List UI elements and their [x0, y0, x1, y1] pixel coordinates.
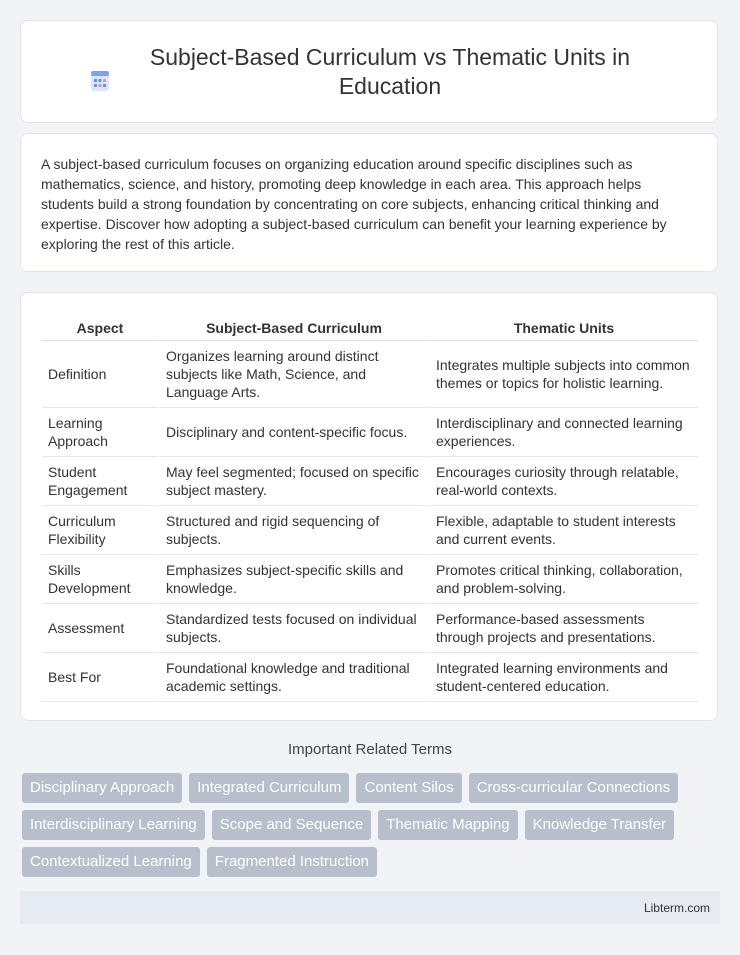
table-row [42, 408, 698, 457]
related-terms-list [22, 773, 722, 877]
table-row [42, 457, 698, 506]
table-row [42, 341, 698, 408]
related-term-tag[interactable]: Interdisciplinary Learning [22, 810, 205, 840]
aspect-cell: Assessment [42, 604, 158, 653]
intro-paragraph: A subject-based curriculum focuses on organizing education around specific disciplines such as mathematics, science, and history, promoting deep knowledge in each area. This approach helps students build a strong foundation by concentrating on core subjects, enhancing critical thinking and expertise. Discover how adopting a subject-based curriculum can benefit your learning experience by exploring the rest of this article. [41, 156, 667, 252]
footer [20, 891, 720, 924]
aspect-cell: Best For [42, 653, 158, 702]
footer-site-link[interactable]: Libterm.com [643, 900, 710, 915]
related-term-tag[interactable]: Contextualized Learning [22, 847, 200, 877]
thematic-cell: Interdisciplinary and connected learning experiences. [428, 408, 698, 457]
thematic-cell: Integrates multiple subjects into common themes or topics for holistic learning. [428, 341, 698, 408]
related-term-tag[interactable]: Content Silos [356, 773, 461, 803]
column-header-aspect: Aspect [42, 313, 158, 341]
header-card [20, 20, 718, 123]
aspect-cell: Student Engagement [42, 457, 158, 506]
intro-card [20, 133, 718, 272]
table-row [42, 555, 698, 604]
subject-based-cell: Foundational knowledge and traditional academic settings. [158, 653, 428, 702]
table-row [42, 604, 698, 653]
subject-based-cell: Disciplinary and content-specific focus. [158, 408, 428, 457]
related-term-tag[interactable]: Integrated Curriculum [189, 773, 349, 803]
subject-based-cell: May feel segmented; focused on specific subject mastery. [158, 457, 428, 506]
table-header-row [42, 313, 698, 341]
related-term-tag[interactable]: Scope and Sequence [212, 810, 371, 840]
thematic-cell: Integrated learning environments and student-centered education. [428, 653, 698, 702]
related-term-tag[interactable]: Fragmented Instruction [207, 847, 377, 877]
related-terms-heading: Important Related Terms [288, 741, 452, 758]
related-term-tag[interactable]: Thematic Mapping [378, 810, 517, 840]
aspect-cell: Curriculum Flexibility [42, 506, 158, 555]
table-row [42, 506, 698, 555]
subject-based-cell: Standardized tests focused on individual subjects. [158, 604, 428, 653]
subject-based-cell: Structured and rigid sequencing of subjects. [158, 506, 428, 555]
thematic-cell: Performance-based assessments through projects and presentations. [428, 604, 698, 653]
thematic-cell: Promotes critical thinking, collaboration, and problem-solving. [428, 555, 698, 604]
comparison-table-card [20, 292, 718, 721]
related-term-tag[interactable]: Cross-curricular Connections [469, 773, 678, 803]
aspect-cell: Learning Approach [42, 408, 158, 457]
column-header-thematic: Thematic Units [428, 313, 698, 341]
aspect-cell: Definition [42, 341, 158, 408]
page-title: Subject-Based Curriculum vs Thematic Units in Education [149, 43, 631, 99]
table-row [42, 653, 698, 702]
subject-based-cell: Emphasizes subject-specific skills and knowledge. [158, 555, 428, 604]
subject-based-cell: Organizes learning around distinct subjects like Math, Science, and Language Arts. [158, 341, 428, 408]
thematic-cell: Flexible, adaptable to student interests and current events. [428, 506, 698, 555]
document-grid-icon [88, 69, 112, 93]
comparison-table [42, 313, 698, 702]
related-term-tag[interactable]: Disciplinary Approach [22, 773, 182, 803]
related-term-tag[interactable]: Knowledge Transfer [525, 810, 674, 840]
thematic-cell: Encourages curiosity through relatable, real-world contexts. [428, 457, 698, 506]
aspect-cell: Skills Development [42, 555, 158, 604]
column-header-subject-based: Subject-Based Curriculum [158, 313, 428, 341]
